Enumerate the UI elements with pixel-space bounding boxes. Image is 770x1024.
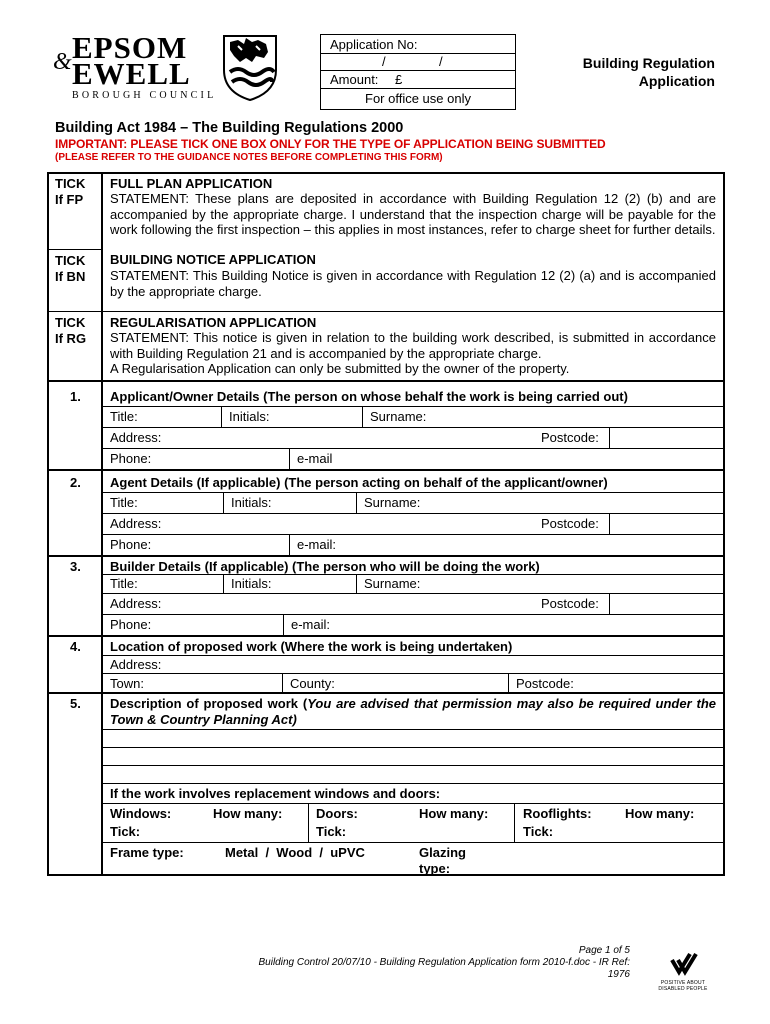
cell-divider — [283, 614, 284, 635]
address-label: Address: — [110, 596, 162, 611]
disability-badge — [650, 938, 716, 990]
logo-ampersand: & — [53, 49, 72, 75]
section-5-title-main: Description of proposed work ( — [110, 696, 308, 711]
frame-type-label: Frame type: — [110, 845, 184, 860]
office-use-box — [320, 34, 516, 110]
regularisation-note: A Regularisation Application can only be submitted by the owner of the property. — [110, 361, 570, 376]
date-separator: / — [439, 54, 443, 69]
row-divider — [102, 842, 724, 843]
form-title — [540, 54, 715, 90]
tick-label: Tick: — [523, 824, 554, 839]
cell-divider — [609, 593, 610, 614]
initials-label: Initials: — [231, 576, 272, 591]
office-divider — [321, 70, 515, 71]
row-divider — [102, 448, 724, 449]
tick-word: TICK — [55, 315, 86, 330]
doors-label: Doors: — [316, 806, 358, 821]
tick-label-fp — [55, 176, 85, 208]
section-1-title: Applicant/Owner Details (The person on whose behalf the work is being carried out) — [110, 389, 628, 404]
email-label: e-mail — [297, 451, 333, 466]
row-divider — [102, 593, 724, 594]
windows-heading: If the work involves replacement windows and doors: — [110, 786, 441, 801]
windows-label: Windows: — [110, 806, 172, 821]
tick-label-bn — [55, 253, 85, 285]
row-divider — [47, 635, 725, 637]
title-label: Title: — [110, 409, 138, 424]
cell-divider — [282, 673, 283, 692]
county-label: County: — [290, 676, 335, 691]
row-divider — [47, 555, 725, 557]
row-divider — [47, 469, 725, 471]
cell-divider — [609, 513, 610, 534]
glazing-type-word: type: — [419, 861, 451, 876]
description-line — [102, 783, 724, 784]
tick-word: TICK — [55, 176, 86, 191]
frame-options: Metal / Wood / uPVC — [225, 845, 365, 860]
regularisation-title: REGULARISATION APPLICATION — [110, 315, 317, 330]
section-number: 5. — [70, 696, 81, 711]
cell-divider — [508, 673, 509, 692]
how-many-label: How many: — [419, 806, 489, 821]
cell-divider — [289, 534, 290, 555]
table-border — [723, 172, 725, 876]
amount-currency: £ — [395, 72, 403, 87]
table-border — [47, 874, 725, 876]
tick-code: If BN — [55, 269, 86, 284]
tick-label-rg — [55, 315, 86, 347]
section-2-title: Agent Details (If applicable) (The person acting on behalf of the applicant/owner) — [110, 475, 608, 490]
description-line — [102, 729, 724, 730]
regularisation-statement: STATEMENT: This notice is given in relation to the building work described, is submitted in accordance with Building Regulation 21 and is accompanied by the appropriate charge. — [110, 330, 716, 361]
date-separator: / — [382, 54, 386, 69]
title-label: Title: — [110, 495, 138, 510]
row-divider — [47, 692, 725, 694]
section-5-title-note: You are advised that permission may also be required under the Town & Country Planning Act) — [110, 696, 717, 727]
cell-divider — [308, 803, 309, 842]
postcode-label: Postcode: — [516, 676, 574, 691]
cell-divider — [362, 406, 363, 427]
application-no-label: Application No: — [330, 37, 418, 52]
row-divider — [102, 406, 724, 407]
tick-label: Tick: — [110, 824, 141, 839]
act-heading: Building Act 1984 – The Building Regulations 2000 — [55, 120, 404, 136]
rooflights-label: Rooflights: — [523, 806, 592, 821]
description-line — [102, 747, 724, 748]
tick-code: If RG — [55, 331, 87, 346]
address-label: Address: — [110, 657, 162, 672]
initials-label: Initials: — [231, 495, 272, 510]
description-line — [102, 765, 724, 766]
cell-divider — [289, 448, 290, 469]
row-divider — [47, 249, 102, 250]
badge-text: POSITIVE ABOUT DISABLED PEOPLE — [658, 980, 708, 992]
footer-doc-ref: Building Control 20/07/10 - Building Regulation Application form 2010-f.doc - IR Ref: — [258, 957, 630, 968]
surname-label: Surname: — [370, 409, 427, 424]
logo-ewell: EWELL — [72, 56, 191, 91]
row-divider — [102, 803, 724, 804]
cell-divider — [514, 803, 515, 842]
cell-divider — [609, 427, 610, 448]
building-notice-statement: STATEMENT: This Building Notice is given in accordance with Regulation 12 (2) (a) and is accompanied by the appropriate charge. — [110, 268, 716, 299]
important-notice: IMPORTANT: PLEASE TICK ONE BOX ONLY FOR THE TYPE OF APPLICATION BEING SUBMITTED — [55, 137, 606, 151]
office-use-note: For office use only — [365, 91, 471, 106]
page-number: Page 1 of 5 — [578, 945, 630, 956]
full-plan-statement: STATEMENT: These plans are deposited in accordance with Building Regulation 12 (2) (b) and are accompanied by the appropriate charge. I understand that the inspection charge will be payable for the work following the first inspection – this applies in most instances, refer to charge sheet for further details. — [110, 191, 716, 237]
postcode-label: Postcode: — [541, 516, 599, 531]
tick-word: TICK — [55, 253, 86, 268]
section-5-title — [110, 696, 716, 728]
column-divider — [101, 172, 103, 876]
cell-divider — [221, 406, 222, 427]
section-4-title: Location of proposed work (Where the work is being undertaken) — [110, 639, 513, 654]
phone-label: Phone: — [110, 537, 152, 552]
title-label: Title: — [110, 576, 138, 591]
tick-code: If FP — [55, 192, 84, 207]
row-divider — [102, 492, 724, 493]
glazing-word: Glazing — [419, 845, 466, 860]
row-divider — [102, 655, 724, 656]
postcode-label: Postcode: — [541, 596, 599, 611]
cell-divider — [356, 492, 357, 513]
row-divider — [102, 614, 724, 615]
section-number: 3. — [70, 559, 81, 574]
address-label: Address: — [110, 516, 162, 531]
table-border — [47, 172, 725, 174]
section-number: 2. — [70, 475, 81, 490]
row-divider — [102, 427, 724, 428]
phone-label: Phone: — [110, 451, 152, 466]
logo-subtitle: BOROUGH COUNCIL — [72, 90, 217, 101]
tick-label: Tick: — [316, 824, 347, 839]
phone-label: Phone: — [110, 617, 152, 632]
row-divider — [102, 534, 724, 535]
council-crest-icon — [218, 32, 282, 102]
row-divider — [47, 380, 725, 382]
email-label: e-mail: — [297, 537, 337, 552]
how-many-label: How many: — [213, 806, 283, 821]
office-divider — [321, 53, 515, 54]
how-many-label: How many: — [625, 806, 695, 821]
full-plan-title: FULL PLAN APPLICATION — [110, 176, 273, 191]
cell-divider — [223, 574, 224, 593]
row-divider — [102, 574, 724, 575]
row-divider — [102, 513, 724, 514]
town-label: Town: — [110, 676, 144, 691]
building-notice-title: BUILDING NOTICE APPLICATION — [110, 252, 316, 267]
row-divider — [102, 673, 724, 674]
form-title-line2: Application — [638, 73, 715, 89]
section-3-title: Builder Details (If applicable) (The person who will be doing the work) — [110, 559, 540, 574]
row-divider — [47, 311, 725, 312]
amount-label: Amount: — [330, 72, 379, 87]
address-label: Address: — [110, 430, 162, 445]
glazing-label — [419, 845, 466, 877]
council-logo — [50, 32, 290, 104]
footer-ref-number: 1976 — [607, 969, 630, 980]
form-title-line1: Building Regulation — [582, 55, 715, 71]
surname-label: Surname: — [364, 576, 421, 591]
office-divider — [321, 88, 515, 89]
section-number: 1. — [70, 389, 81, 404]
guidance-notice: (PLEASE REFER TO THE GUIDANCE NOTES BEFORE COMPLETING THIS FORM) — [55, 152, 443, 163]
surname-label: Surname: — [364, 495, 421, 510]
logo-epsom: EPSOM — [72, 30, 188, 65]
cell-divider — [356, 574, 357, 593]
initials-label: Initials: — [229, 409, 270, 424]
postcode-label: Postcode: — [541, 430, 599, 445]
email-label: e-mail: — [291, 617, 331, 632]
table-border — [47, 172, 49, 876]
cell-divider — [223, 492, 224, 513]
section-number: 4. — [70, 639, 81, 654]
